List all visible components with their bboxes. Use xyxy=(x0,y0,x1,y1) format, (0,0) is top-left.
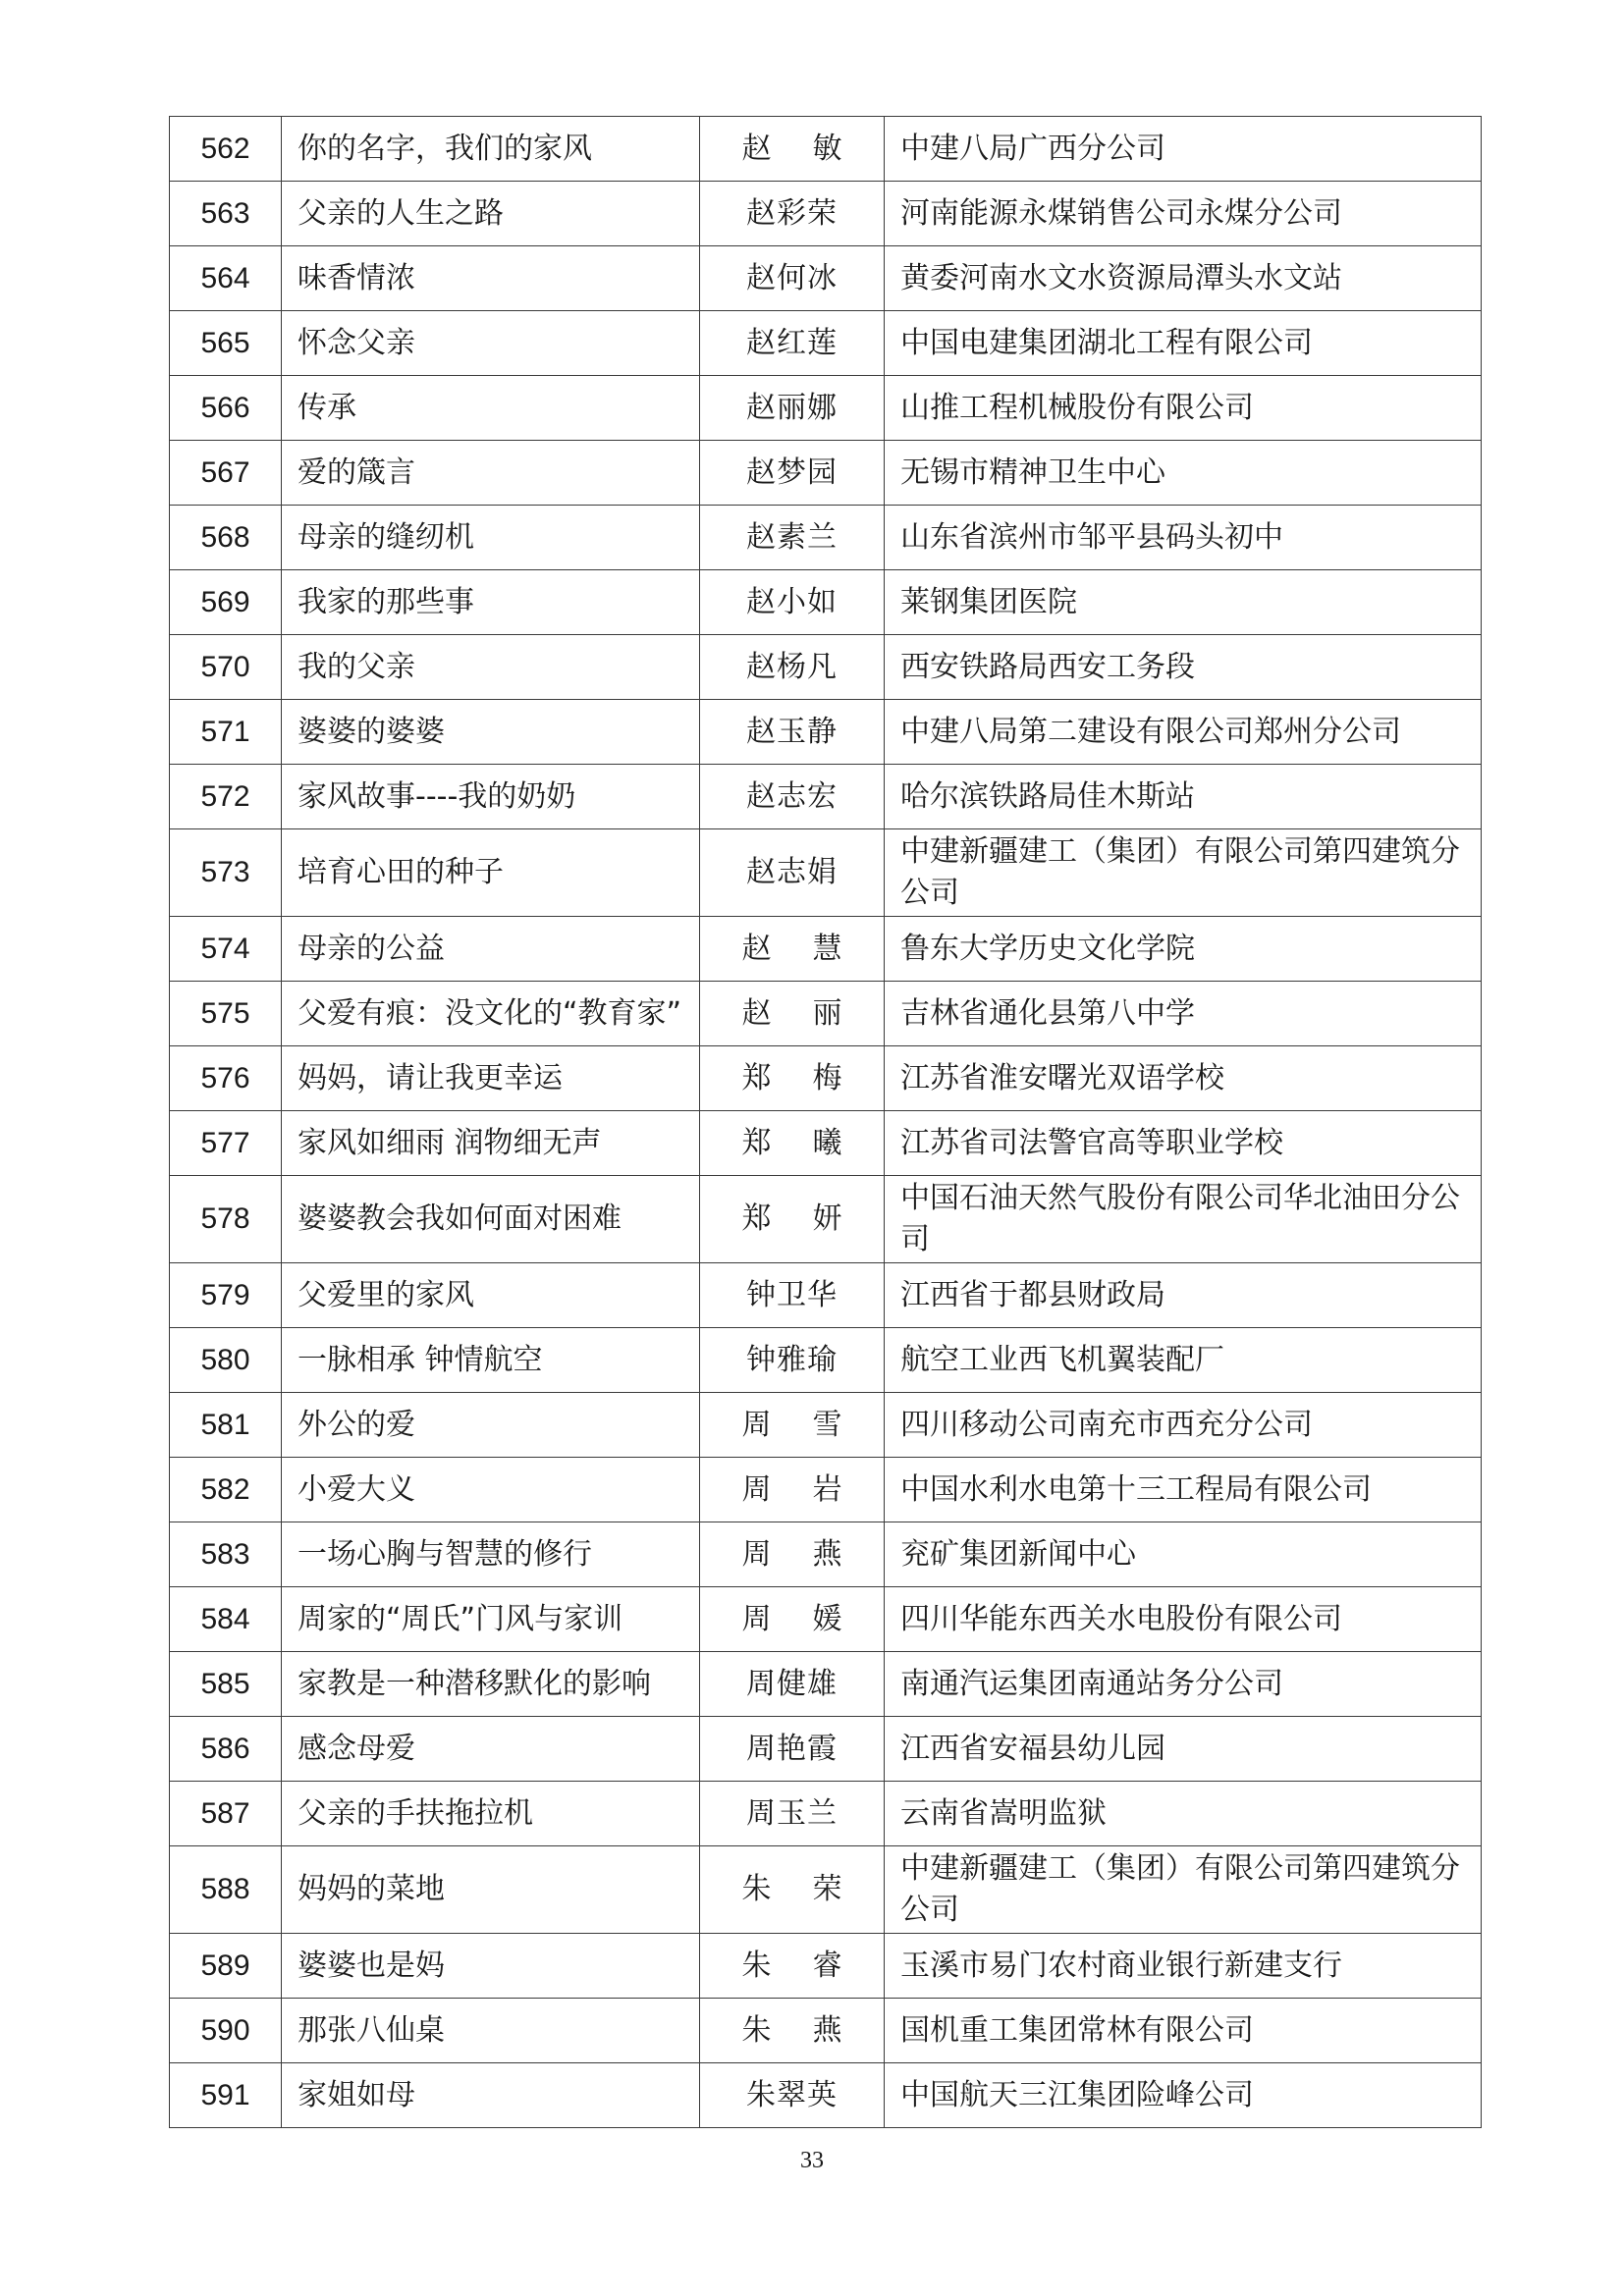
entry-author: 赵梦园 xyxy=(700,441,885,506)
entry-author-name: 郑妍 xyxy=(741,1201,884,1236)
entries-table-body xyxy=(170,117,1482,2128)
table-row xyxy=(170,441,1482,506)
entry-organization: 西安铁路局西安工务段 xyxy=(885,635,1482,700)
entry-organization: 四川华能东西关水电股份有限公司 xyxy=(885,1587,1482,1652)
entry-author-name: 赵慧 xyxy=(741,931,884,966)
entry-author: 赵丽娜 xyxy=(700,376,885,441)
entry-author-name: 赵丽 xyxy=(741,995,884,1031)
entry-author: 赵红莲 xyxy=(700,311,885,376)
entry-author: 赵玉静 xyxy=(700,700,885,765)
entry-number: 562 xyxy=(170,117,282,182)
table-row xyxy=(170,182,1482,246)
table-row xyxy=(170,246,1482,311)
entry-title: 婆婆教会我如何面对困难 xyxy=(282,1176,700,1263)
entry-author xyxy=(700,1176,885,1263)
entry-title: 我的父亲 xyxy=(282,635,700,700)
entry-title: 小爱大义 xyxy=(282,1458,700,1522)
entry-organization: 吉林省通化县第八中学 xyxy=(885,982,1482,1046)
entry-title: 妈妈，请让我更幸运 xyxy=(282,1046,700,1111)
entry-number: 566 xyxy=(170,376,282,441)
entry-author-name: 周媛 xyxy=(741,1601,884,1636)
entry-author-name: 周雪 xyxy=(741,1407,884,1442)
entry-author: 周健雄 xyxy=(700,1652,885,1717)
entry-author: 赵志宏 xyxy=(700,765,885,829)
entry-title: 周家的“周氏”门风与家训 xyxy=(282,1587,700,1652)
entry-organization: 航空工业西飞机翼装配厂 xyxy=(885,1328,1482,1393)
entry-author-name: 周岩 xyxy=(741,1471,884,1507)
entry-title: 父爱里的家风 xyxy=(282,1263,700,1328)
entry-organization: 江苏省司法警官高等职业学校 xyxy=(885,1111,1482,1176)
entry-number: 586 xyxy=(170,1717,282,1782)
entry-author xyxy=(700,1522,885,1587)
entry-organization: 兖矿集团新闻中心 xyxy=(885,1522,1482,1587)
entry-title: 母亲的缝纫机 xyxy=(282,506,700,570)
entry-author-name: 朱睿 xyxy=(741,1948,884,1983)
entry-number: 578 xyxy=(170,1176,282,1263)
entry-number: 572 xyxy=(170,765,282,829)
entry-title: 感念母爱 xyxy=(282,1717,700,1782)
table-row xyxy=(170,1176,1482,1263)
entry-title: 怀念父亲 xyxy=(282,311,700,376)
table-row xyxy=(170,1846,1482,1934)
entry-organization: 国机重工集团常林有限公司 xyxy=(885,1999,1482,2063)
entry-author xyxy=(700,1934,885,1999)
entry-title: 父亲的人生之路 xyxy=(282,182,700,246)
entry-author-name: 周燕 xyxy=(741,1536,884,1572)
entry-author xyxy=(700,1999,885,2063)
entry-organization: 山推工程机械股份有限公司 xyxy=(885,376,1482,441)
table-row xyxy=(170,376,1482,441)
entry-organization: 江西省于都县财政局 xyxy=(885,1263,1482,1328)
table-row xyxy=(170,829,1482,917)
entry-author xyxy=(700,982,885,1046)
entry-author: 钟卫华 xyxy=(700,1263,885,1328)
entry-title: 你的名字，我们的家风 xyxy=(282,117,700,182)
page-number: 33 xyxy=(800,2148,824,2173)
entry-author xyxy=(700,117,885,182)
entry-title: 母亲的公益 xyxy=(282,917,700,982)
entry-author: 钟雅瑜 xyxy=(700,1328,885,1393)
entry-title: 家风故事----我的奶奶 xyxy=(282,765,700,829)
entry-organization: 黄委河南水文水资源局潭头水文站 xyxy=(885,246,1482,311)
entry-number: 579 xyxy=(170,1263,282,1328)
table-row xyxy=(170,1111,1482,1176)
entry-organization: 中建八局广西分公司 xyxy=(885,117,1482,182)
entry-author xyxy=(700,1846,885,1934)
table-row xyxy=(170,765,1482,829)
entry-organization: 哈尔滨铁路局佳木斯站 xyxy=(885,765,1482,829)
entry-title: 培育心田的种子 xyxy=(282,829,700,917)
table-row xyxy=(170,1263,1482,1328)
entry-title: 一脉相承 钟情航空 xyxy=(282,1328,700,1393)
table-row xyxy=(170,635,1482,700)
entry-title: 妈妈的菜地 xyxy=(282,1846,700,1934)
entry-number: 575 xyxy=(170,982,282,1046)
table-row xyxy=(170,1522,1482,1587)
entry-author-name: 郑曦 xyxy=(741,1125,884,1160)
table-row xyxy=(170,1999,1482,2063)
entry-number: 581 xyxy=(170,1393,282,1458)
entry-organization: 江苏省淮安曙光双语学校 xyxy=(885,1046,1482,1111)
entry-number: 564 xyxy=(170,246,282,311)
entries-table xyxy=(169,116,1482,2128)
entry-organization: 无锡市精神卫生中心 xyxy=(885,441,1482,506)
entry-organization: 南通汽运集团南通站务分公司 xyxy=(885,1652,1482,1717)
entry-organization: 玉溪市易门农村商业银行新建支行 xyxy=(885,1934,1482,1999)
entry-author: 赵素兰 xyxy=(700,506,885,570)
entry-author-name: 朱荣 xyxy=(741,1872,884,1906)
entry-title: 家教是一种潜移默化的影响 xyxy=(282,1652,700,1717)
entry-author: 周艳霞 xyxy=(700,1717,885,1782)
entry-author-name: 郑梅 xyxy=(741,1060,884,1095)
table-row xyxy=(170,1046,1482,1111)
entry-organization: 四川移动公司南充市西充分公司 xyxy=(885,1393,1482,1458)
entry-title: 味香情浓 xyxy=(282,246,700,311)
entry-number: 565 xyxy=(170,311,282,376)
entry-number: 574 xyxy=(170,917,282,982)
table-row xyxy=(170,1328,1482,1393)
entry-author: 赵彩荣 xyxy=(700,182,885,246)
entry-organization: 云南省嵩明监狱 xyxy=(885,1782,1482,1846)
entry-number: 573 xyxy=(170,829,282,917)
entry-number: 570 xyxy=(170,635,282,700)
entry-number: 568 xyxy=(170,506,282,570)
entry-author: 赵小如 xyxy=(700,570,885,635)
entry-author-name: 赵敏 xyxy=(741,131,884,166)
entry-organization: 中建新疆建工（集团）有限公司第四建筑分公司 xyxy=(885,1846,1482,1934)
entry-author xyxy=(700,1587,885,1652)
entry-number: 576 xyxy=(170,1046,282,1111)
entry-author xyxy=(700,1111,885,1176)
table-row xyxy=(170,570,1482,635)
entry-organization: 莱钢集团医院 xyxy=(885,570,1482,635)
entry-title: 婆婆也是妈 xyxy=(282,1934,700,1999)
entry-number: 585 xyxy=(170,1652,282,1717)
entry-organization: 中国石油天然气股份有限公司华北油田分公司 xyxy=(885,1176,1482,1263)
table-row xyxy=(170,1717,1482,1782)
entry-number: 590 xyxy=(170,1999,282,2063)
entry-number: 584 xyxy=(170,1587,282,1652)
entry-number: 588 xyxy=(170,1846,282,1934)
table-row xyxy=(170,117,1482,182)
entry-author: 周玉兰 xyxy=(700,1782,885,1846)
entry-author: 赵何冰 xyxy=(700,246,885,311)
entry-title: 外公的爱 xyxy=(282,1393,700,1458)
entry-organization: 中国航天三江集团险峰公司 xyxy=(885,2063,1482,2128)
table-row xyxy=(170,1782,1482,1846)
table-row xyxy=(170,700,1482,765)
entry-number: 571 xyxy=(170,700,282,765)
entry-number: 569 xyxy=(170,570,282,635)
entry-number: 580 xyxy=(170,1328,282,1393)
entry-organization: 江西省安福县幼儿园 xyxy=(885,1717,1482,1782)
entry-title: 一场心胸与智慧的修行 xyxy=(282,1522,700,1587)
entry-title: 家姐如母 xyxy=(282,2063,700,2128)
entry-author xyxy=(700,1046,885,1111)
entry-title: 爱的箴言 xyxy=(282,441,700,506)
entry-organization: 山东省滨州市邹平县码头初中 xyxy=(885,506,1482,570)
table-row xyxy=(170,1934,1482,1999)
table-row xyxy=(170,1458,1482,1522)
entry-author xyxy=(700,1393,885,1458)
entry-author xyxy=(700,1458,885,1522)
table-row xyxy=(170,506,1482,570)
table-row xyxy=(170,2063,1482,2128)
entry-number: 582 xyxy=(170,1458,282,1522)
entry-title: 我家的那些事 xyxy=(282,570,700,635)
entry-number: 591 xyxy=(170,2063,282,2128)
entry-title: 父亲的手扶拖拉机 xyxy=(282,1782,700,1846)
table-row xyxy=(170,311,1482,376)
entry-number: 563 xyxy=(170,182,282,246)
entry-organization: 中建新疆建工（集团）有限公司第四建筑分公司 xyxy=(885,829,1482,917)
entry-author: 赵杨凡 xyxy=(700,635,885,700)
entry-title: 传承 xyxy=(282,376,700,441)
entry-organization: 中国水利水电第十三工程局有限公司 xyxy=(885,1458,1482,1522)
table-row xyxy=(170,917,1482,982)
entry-organization: 河南能源永煤销售公司永煤分公司 xyxy=(885,182,1482,246)
table-row xyxy=(170,1652,1482,1717)
entry-organization: 鲁东大学历史文化学院 xyxy=(885,917,1482,982)
entry-organization: 中建八局第二建设有限公司郑州分公司 xyxy=(885,700,1482,765)
table-row xyxy=(170,982,1482,1046)
entry-organization: 中国电建集团湖北工程有限公司 xyxy=(885,311,1482,376)
entry-title: 父爱有痕：没文化的“教育家” xyxy=(282,982,700,1046)
entry-title: 那张八仙桌 xyxy=(282,1999,700,2063)
entry-author-name: 朱燕 xyxy=(741,2012,884,2048)
entry-number: 583 xyxy=(170,1522,282,1587)
entry-number: 587 xyxy=(170,1782,282,1846)
table-row xyxy=(170,1393,1482,1458)
entry-author: 赵志娟 xyxy=(700,829,885,917)
entry-number: 577 xyxy=(170,1111,282,1176)
entry-title: 家风如细雨 润物细无声 xyxy=(282,1111,700,1176)
table-row xyxy=(170,1587,1482,1652)
entry-number: 589 xyxy=(170,1934,282,1999)
entry-title: 婆婆的婆婆 xyxy=(282,700,700,765)
entry-number: 567 xyxy=(170,441,282,506)
entry-author: 朱翠英 xyxy=(700,2063,885,2128)
entry-author xyxy=(700,917,885,982)
